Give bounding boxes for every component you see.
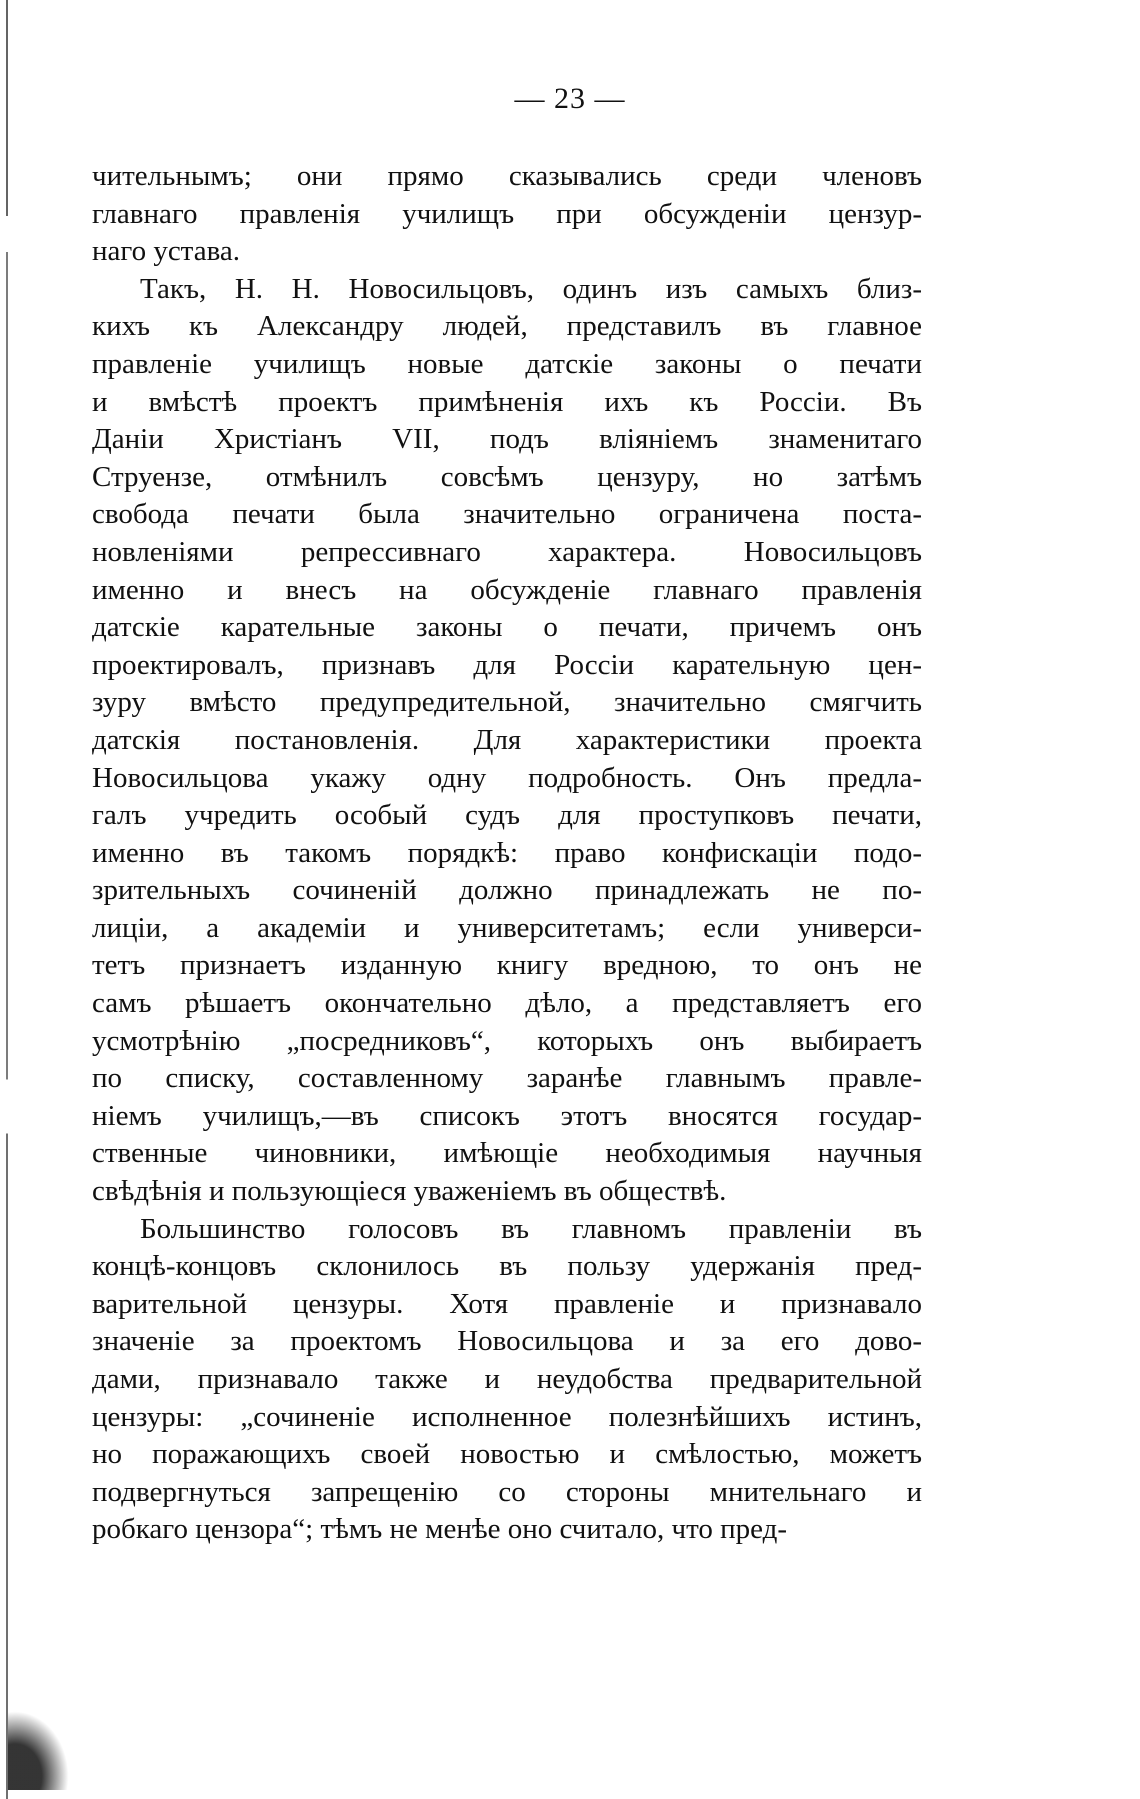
- text-line: дами, признавало также и неудобства предварительной: [92, 1363, 922, 1395]
- text-line: свѣдѣнія и пользующіеся уваженіемъ въ обществѣ.: [92, 1175, 727, 1208]
- text-line: чительнымъ; они прямо сказывались среди членовъ: [92, 160, 922, 192]
- scan-edge-shadow: [6, 0, 8, 1799]
- scan-corner-smudge: [8, 1700, 78, 1790]
- text-line: правленіе училищъ новые датскіе законы о печати: [92, 347, 922, 380]
- text-line: зуру вмѣсто предупредительной, значительно смягчить: [92, 686, 922, 719]
- text-line: именно и внесъ на обсужденіе главнаго правленія: [92, 573, 922, 606]
- text-line: Большинство голосовъ въ главномъ правленіи въ: [140, 1212, 922, 1245]
- text-line: зрительныхъ сочиненій должно принадлежать не по-: [92, 874, 922, 907]
- text-line: и вмѣстѣ проектъ примѣненія ихъ къ Россіи. Въ: [92, 385, 922, 418]
- text-line: ственные чиновники, имѣющіе необходимыя научныя: [92, 1137, 922, 1170]
- text-line: Такъ, Н. Н. Новосильцовъ, одинъ изъ самыхъ близ-: [140, 272, 922, 305]
- text-line: робкаго цензора“; тѣмъ не менѣе оно считало, что пред-: [92, 1513, 788, 1546]
- paragraph: [92, 1211, 922, 1549]
- text-line: тетъ признаетъ изданную книгу вредною, то онъ не: [92, 949, 922, 982]
- text-line: свобода печати была значительно ограничена поста-: [92, 498, 922, 531]
- text-line: главнаго правленія училищъ при обсужденіи цензур-: [92, 197, 922, 230]
- text-line: варительной цензуры. Хотя правленіе и признавало: [92, 1287, 922, 1320]
- text-line: наго устава.: [92, 235, 241, 268]
- paragraph: [92, 158, 922, 271]
- text-line: датскіе карательные законы о печати, причемъ онъ: [92, 611, 922, 644]
- text-line: Даніи Христіанъ VII, подъ вліяніемъ знаменитаго: [92, 423, 922, 456]
- text-line: датскія постановленія. Для характеристики проекта: [92, 723, 922, 756]
- text-line: но поражающихъ своей новостью и смѣлостью, можетъ: [92, 1438, 922, 1471]
- text-line: самъ рѣшаетъ окончательно дѣло, а представляетъ его: [92, 987, 922, 1020]
- text-line: проектировалъ, признавъ для Россіи карательную цен-: [92, 648, 922, 681]
- text-line: ніемъ училищъ,—въ списокъ этотъ вносятся государ-: [92, 1099, 922, 1132]
- text-line: концѣ-концовъ склонилось въ пользу удержанія пред-: [92, 1250, 922, 1283]
- text-line: лиціи, а академіи и университетамъ; если универси-: [92, 911, 922, 944]
- text-line: галъ учредить особый судъ для проступковъ печати,: [92, 799, 922, 832]
- text-line: Струензе, отмѣнилъ совсѣмъ цензуру, но затѣмъ: [92, 460, 922, 493]
- text-line: подвергнуться запрещенію со стороны мнительнаго и: [92, 1475, 922, 1508]
- text-line: новленіями репрессивнаго характера. Новосильцовъ: [92, 535, 922, 568]
- text-line: цензуры: „сочиненіе исполненное полезнѣйшихъ истинъ,: [92, 1400, 922, 1433]
- text-line: кихъ къ Александру людей, представилъ въ главное: [92, 310, 922, 343]
- text-line: Новосильцова укажу одну подробность. Онъ предла-: [92, 761, 922, 794]
- text-line: усмотрѣнію „посредниковъ“, которыхъ онъ выбираетъ: [92, 1024, 922, 1057]
- text-line: именно въ такомъ порядкѣ: право конфискаціи подо-: [92, 836, 922, 869]
- text-line: по списку, составленному заранѣе главнымъ правле-: [92, 1062, 922, 1095]
- page-number: — 23 —: [514, 82, 626, 115]
- body-text: [92, 158, 922, 1549]
- paragraph: [92, 271, 922, 1211]
- text-line: значеніе за проектомъ Новосильцова и за его дово-: [92, 1325, 922, 1358]
